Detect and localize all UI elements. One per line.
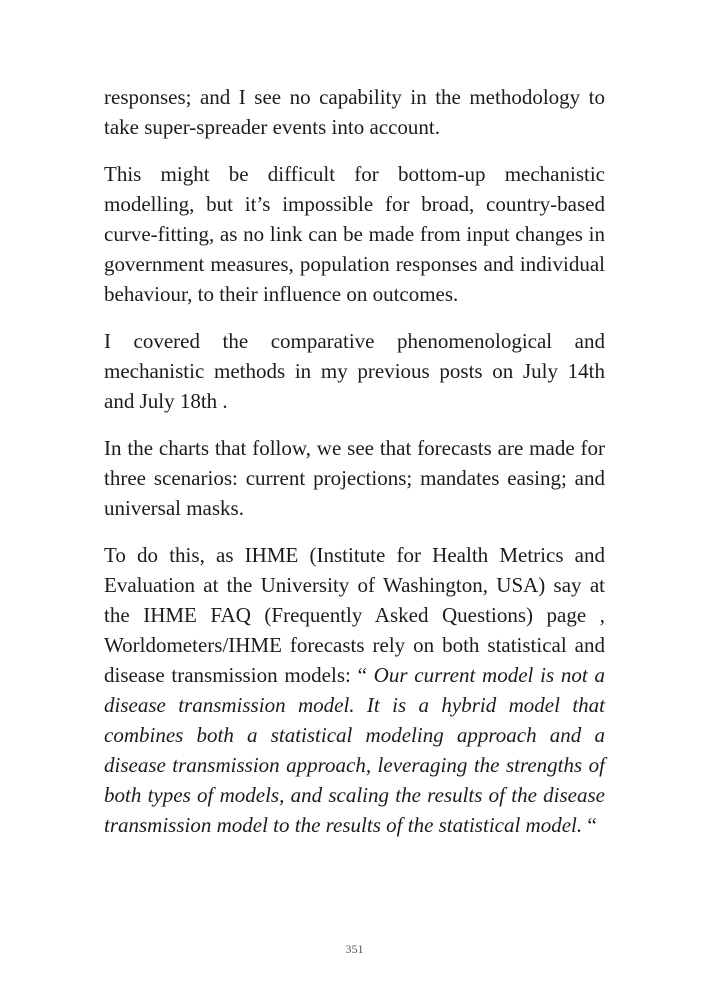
ihme-quote: Our current model is not a disease transmission model. It is a hybrid model that combines both a statistical modeling approach and a disease transmission approach, leveraging the strengths of both types of models, and scaling the results of the disease transmission model to the results of the statistical model. (104, 663, 605, 837)
paragraph-3 (104, 326, 605, 416)
paragraph-5-text: To do this, as IHME (Institute for Health Metrics and Evaluation at the University of Washington, USA) say at the IHME FAQ (Frequently Asked Questions) page , Worldometers/IHME forecasts rely on both statistical and disease transmission models: “ (104, 543, 605, 687)
paragraph-2 (104, 159, 605, 309)
paragraph-5 (104, 540, 605, 840)
paragraph-1-text: responses; and I see no capability in the methodology to take super-spreader events into account. (104, 85, 605, 139)
paragraph-4 (104, 433, 605, 523)
page-body (104, 82, 605, 857)
paragraph-3-text: I covered the comparative phenomenological and mechanistic methods in my previous posts on July 14th and July 18th . (104, 329, 605, 413)
paragraph-1 (104, 82, 605, 142)
page-number: 351 (345, 942, 364, 956)
paragraph-2-text: This might be difficult for bottom-up mechanistic modelling, but it’s impossible for broad, country-based curve-fitting, as no link can be made from input changes in government measures, population responses and individual behaviour, to their influence on outcomes. (104, 162, 605, 306)
quote-closing-mark: “ (582, 813, 597, 837)
paragraph-4-text: In the charts that follow, we see that forecasts are made for three scenarios: current projections; mandates easing; and universal masks. (104, 436, 605, 520)
